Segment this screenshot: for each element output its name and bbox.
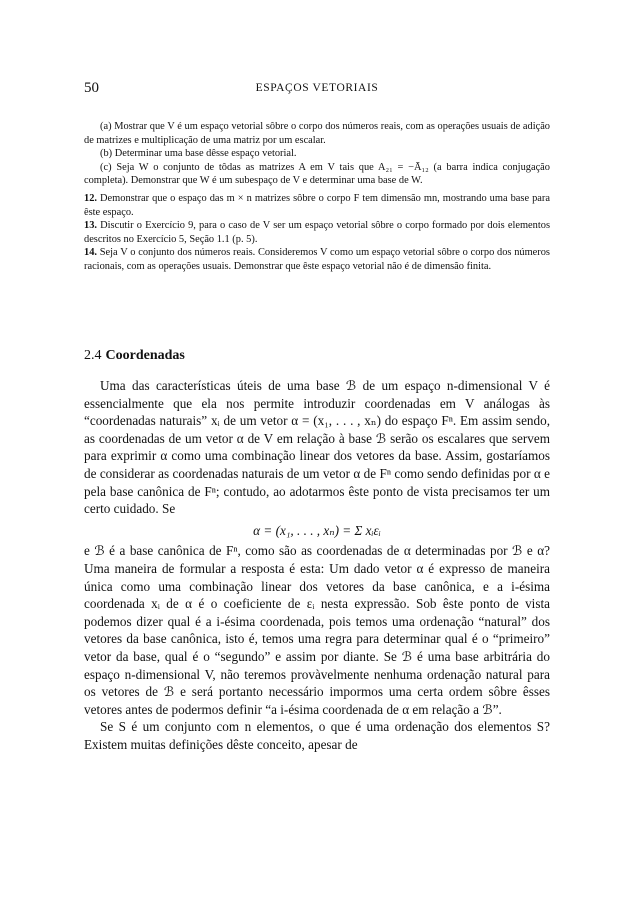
exercise-14	[84, 246, 550, 273]
section-heading	[84, 348, 185, 364]
exercise-13-number: 13.	[84, 220, 97, 232]
page-number: 50	[84, 80, 99, 96]
exercise-12-text: Demonstrar que o espaço das m × n matrizes sôbre o corpo F tem dimensão mn, mostrando uma base para êste espaço.	[84, 192, 550, 218]
exercise-11a: (a) Mostrar que V é um espaço vetorial sôbre o corpo dos números reais, com as operações usuais de adição de matrizes e multiplicação de uma matriz por um escalar.	[84, 121, 550, 146]
exercise-11c: (c) Seja W o conjunto de tôdas as matrizes A em V tais que A₂₁ = −Ā₁₂ (a barra indica conjugação completa). Demonstrar que W é um subespaço de V e determinar uma base de W.	[84, 161, 550, 187]
section-title: Coordenadas	[105, 348, 185, 363]
body-paragraph-3: Se S é um conjunto com n elementos, o que é uma ordenação dos elementos S? Existem muitas definições dêste conceito, apesar de	[84, 719, 550, 752]
exercise-11b: (b) Determinar uma base dêsse espaço vetorial.	[100, 148, 297, 160]
exercise-13-text: Discutir o Exercício 9, para o caso de V ser um espaço vetorial sôbre o corpo formado por dois elementos descritos no Exercício 5, Seção 1.1 (p. 5).	[84, 220, 550, 245]
body-paragraph-2: e ℬ é a base canônica de Fⁿ, como são as coordenadas de α determinadas por ℬ e α? Uma maneira de formular a resposta é esta: Um dado vetor α é expresso de maneira única como uma combinação linear dos vetores da base canônica, e a i-ésima coordenada xᵢ de α é o coeficiente de εᵢ nesta expressão. Sob êste ponto de vista podemos dizer qual é a i-ésima coordenada, pois temos uma ordenação “natural” dos vetores da base canônica, isto é, temos uma regra para determinar qual é o “primeiro” vetor da base, qual é o “segundo” e assim por diante. Se ℬ é uma base arbitrária do espaço n-dimensional V, não teremos provàvelmente nenhuma ordenação natural para os vetores de ℬ e será portanto necessário impormos uma certa ordem sôbre êsses vetores antes de podermos definir “a i-ésima coordenada de α em relação a ℬ”.	[84, 543, 550, 717]
exercise-14-text: Seja V o conjunto dos números reais. Consideremos V como um espaço vetorial sôbre o corpo dos números racionais, com as operações usuais. Demonstrar que êste espaço vetorial não é de dimensão finita.	[84, 247, 550, 272]
exercise-13	[84, 219, 550, 246]
exercise-list	[84, 120, 550, 274]
exercise-12-number: 12.	[84, 192, 97, 204]
exercise-12	[84, 192, 550, 219]
body-paragraph-1: Uma das características úteis de uma base ℬ de um espaço n-dimensional V é essencialmente que ela nos permite introduzir coordenadas em V análogas às “coordenadas naturais” xᵢ de um vetor α = (x₁, . . . , xₙ) do espaço Fⁿ. Em assim sendo, as coordenadas de um vetor α de V em relação à base ℬ serão os escalares que servem para exprimir α como uma combinação linear dos vetores da base. Assim, gostaríamos de considerar as coordenadas naturais de um vetor α de Fⁿ como sendo definidas por α e pela base canônica de Fⁿ; contudo, ao adotarmos êste ponto de vista precisamos ter um certo cuidado. Se	[84, 378, 550, 517]
section-body	[84, 377, 550, 753]
chapter-title: ESPAÇOS VETORIAIS	[255, 82, 379, 94]
section-number: 2.4	[84, 348, 102, 363]
coordinate-formula: α = (x₁, . . . , xₙ) = Σ xᵢεᵢ	[253, 522, 381, 538]
running-header	[84, 80, 550, 98]
exercise-14-number: 14.	[84, 247, 97, 259]
